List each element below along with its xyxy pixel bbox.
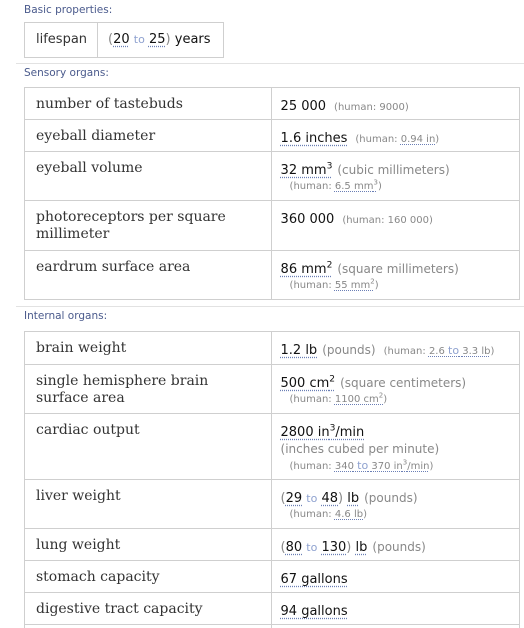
range-to: to: [306, 492, 318, 505]
range-unit[interactable]: lb: [347, 491, 360, 506]
human-comparison: [290, 507, 513, 522]
table-row: [25, 414, 520, 480]
sensory-organs-table: [24, 87, 520, 300]
unit-name: (pounds): [322, 343, 376, 357]
lifespan-value: [98, 23, 223, 57]
human-to: to: [448, 344, 460, 357]
table-row: [25, 593, 520, 625]
human-value-text: 6.5 mm: [334, 181, 374, 192]
close-paren: ): [346, 540, 352, 555]
human-suffix: ): [429, 461, 434, 472]
human-suffix: ): [490, 346, 495, 357]
human-suffix: ): [383, 394, 388, 405]
human-range[interactable]: [429, 346, 491, 357]
photoreceptors-value: 360 000: [280, 212, 335, 227]
range-low[interactable]: 80: [285, 540, 303, 555]
human-value-exponent: 2: [378, 391, 384, 400]
row-value: [271, 414, 519, 480]
section-divider: [16, 63, 524, 64]
row-label: photoreceptors per square millimeter: [25, 201, 272, 251]
hemisphere-area-value[interactable]: [281, 376, 336, 391]
table-row: [25, 251, 520, 300]
digestive-capacity-value[interactable]: 94 gallons: [280, 604, 348, 619]
value-exponent: 2: [326, 260, 333, 271]
human-high: 3.3 lb: [462, 346, 491, 357]
row-value: [271, 332, 519, 365]
human-high: 370 in: [371, 461, 403, 472]
human-value[interactable]: 0.94 in: [400, 134, 436, 145]
row-label: liver weight: [25, 480, 272, 529]
human-value-exponent: 3: [373, 178, 378, 187]
row-value: [271, 561, 519, 593]
range-high[interactable]: 48: [321, 491, 339, 506]
value-text: 500 cm: [280, 376, 330, 391]
table-row: [25, 88, 520, 120]
human-value[interactable]: 4.6 lb: [334, 509, 364, 520]
range-to: to: [306, 541, 318, 554]
value-text: 32 mm: [280, 163, 327, 178]
unit-name: (square centimeters): [340, 376, 467, 390]
range-unit[interactable]: lb: [355, 540, 368, 555]
table-row: [25, 152, 520, 201]
open-paren: (: [280, 491, 286, 506]
human-comparison: (human: 9000): [334, 102, 409, 113]
range-low[interactable]: 29: [285, 491, 303, 506]
human-suffix: ): [435, 134, 440, 145]
liver-weight-value: [281, 491, 360, 506]
tastebuds-value: 25 000: [280, 99, 327, 114]
eyeball-volume-value[interactable]: [281, 163, 333, 178]
sensory-organs-header: Sensory organs:: [24, 67, 109, 79]
human-prefix: (human:: [289, 509, 332, 520]
value-text: 86 mm: [280, 262, 327, 277]
human-prefix: (human:: [289, 394, 332, 405]
table-row: [25, 561, 520, 593]
lung-weight-value: [281, 540, 368, 555]
row-label: stomach capacity: [25, 561, 272, 593]
value-tail: /min: [335, 425, 365, 440]
human-comparison: (human: 160 000): [342, 215, 433, 226]
row-value: [271, 201, 519, 251]
human-comparison: [384, 346, 495, 357]
unit-name: (pounds): [372, 540, 426, 554]
lifespan-table: [24, 22, 224, 58]
human-prefix: (human:: [289, 461, 332, 472]
row-label: eyeball diameter: [25, 120, 272, 152]
lifespan-unit[interactable]: years: [174, 32, 211, 47]
row-label: lung weight: [25, 529, 272, 561]
unit-name: (inches cubed per minute): [280, 442, 440, 456]
row-value-cut: [271, 625, 519, 628]
value-exponent: 3: [329, 423, 336, 434]
close-paren: ): [338, 491, 344, 506]
lifespan-to: to: [133, 33, 145, 46]
stomach-capacity-value[interactable]: 67 gallons: [280, 572, 348, 587]
row-label: cardiac output: [25, 414, 272, 480]
table-row: [25, 480, 520, 529]
human-comparison: [290, 458, 513, 474]
human-low: 340: [334, 461, 354, 472]
human-prefix: (human:: [355, 134, 398, 145]
human-tail: /min: [407, 461, 430, 472]
human-comparison: [290, 278, 513, 293]
human-value-exponent: 2: [370, 277, 375, 286]
lifespan-open-paren: (: [108, 32, 114, 47]
eyeball-diameter-value[interactable]: 1.6 inches: [280, 131, 348, 146]
row-label: eardrum surface area: [25, 251, 272, 300]
table-row: [25, 332, 520, 365]
range-high[interactable]: 130: [321, 540, 347, 555]
row-label: digestive tract capacity: [25, 593, 272, 625]
row-label: single hemisphere brain surface area: [25, 365, 272, 414]
human-to: to: [357, 459, 369, 472]
human-value[interactable]: [334, 178, 378, 192]
row-label: number of tastebuds: [25, 88, 272, 120]
table-row: [25, 201, 520, 251]
row-value: [271, 529, 519, 561]
human-low: 2.6: [428, 346, 445, 357]
row-label: brain weight: [25, 332, 272, 365]
lifespan-close-paren: ): [165, 32, 171, 47]
human-comparison: [355, 134, 439, 145]
row-value: [271, 251, 519, 300]
lifespan-low[interactable]: 20: [113, 32, 130, 47]
human-suffix: ): [374, 280, 379, 291]
eardrum-area-value[interactable]: [281, 262, 333, 277]
row-label-cut: [25, 625, 272, 628]
human-suffix: ): [377, 181, 382, 192]
human-exponent: 3: [402, 458, 408, 467]
human-value-text: 55 mm: [334, 280, 371, 291]
table-row: [25, 120, 520, 152]
value-text: 2800 in: [280, 425, 330, 440]
value-exponent: 2: [329, 374, 336, 385]
human-comparison: [290, 179, 513, 194]
unit-name: (square millimeters): [337, 262, 459, 276]
row-value: [271, 152, 519, 201]
internal-organs-table: [24, 331, 520, 628]
lifespan-high[interactable]: 25: [148, 32, 166, 47]
open-paren: (: [280, 540, 286, 555]
value-exponent: 3: [326, 161, 333, 172]
human-prefix: (human:: [289, 181, 332, 192]
internal-organs-header: Internal organs:: [24, 310, 108, 322]
human-value-text: 1100 cm: [334, 394, 379, 405]
cardiac-output-value[interactable]: [281, 425, 365, 440]
section-divider: [16, 306, 524, 307]
human-prefix: (human:: [383, 346, 426, 357]
row-label: eyeball volume: [25, 152, 272, 201]
human-value[interactable]: [334, 391, 384, 405]
unit-name: (cubic millimeters): [337, 163, 450, 177]
human-suffix: ): [363, 509, 367, 520]
row-value: [271, 120, 519, 152]
table-row: [25, 529, 520, 561]
unit-name: (pounds): [364, 491, 418, 505]
brain-weight-value[interactable]: 1.2 lb: [280, 343, 318, 358]
row-value: [271, 480, 519, 529]
row-value: [271, 88, 519, 120]
human-value[interactable]: [334, 277, 375, 291]
row-value: [271, 365, 519, 414]
human-prefix: (human:: [289, 280, 332, 291]
lifespan-label: lifespan: [25, 23, 98, 57]
basic-properties-header: Basic properties:: [24, 4, 113, 16]
row-value: [271, 593, 519, 625]
human-comparison: [290, 392, 513, 407]
table-row: [25, 365, 520, 414]
human-range[interactable]: [334, 458, 430, 472]
table-row: [25, 625, 520, 628]
